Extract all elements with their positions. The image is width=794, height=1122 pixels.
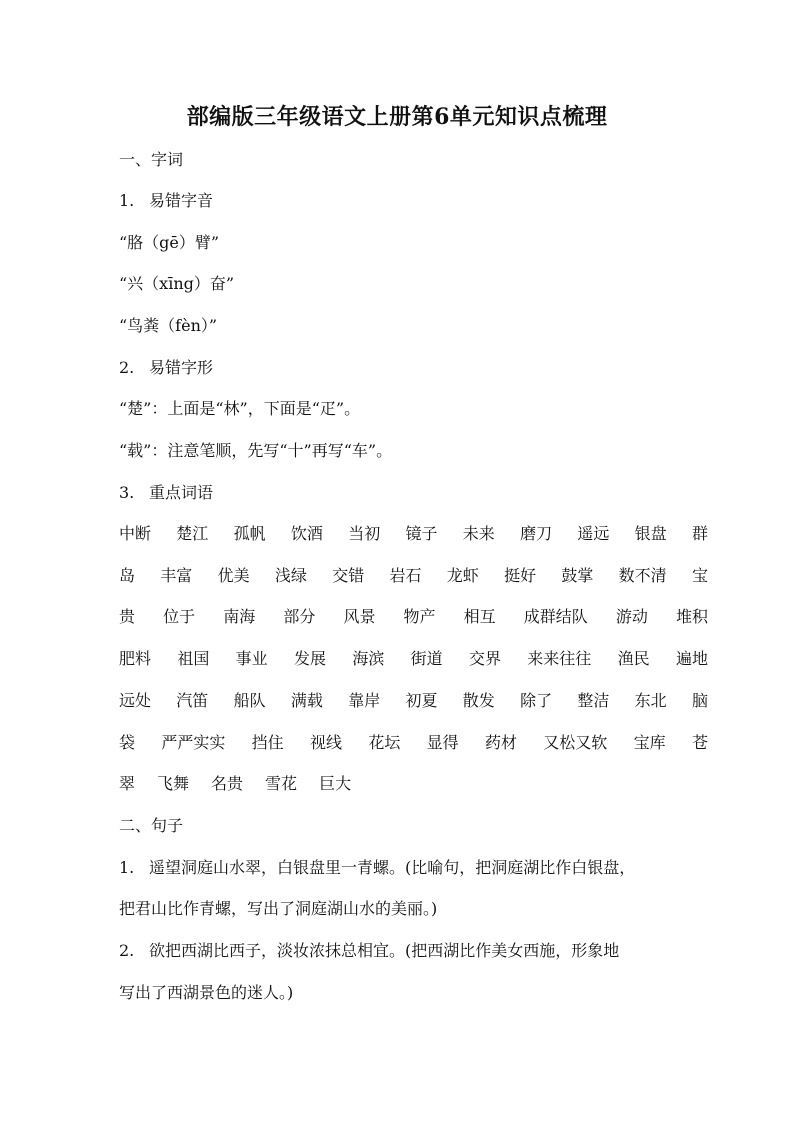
vocabulary-word: 银盘 — [634, 524, 667, 543]
vocabulary-word: 镜子 — [405, 524, 438, 543]
glyph-item: “楚”：上面是“林”，下面是“疋”。 — [119, 399, 361, 418]
vocabulary-word: 挡住 — [251, 732, 284, 752]
vocabulary-word: 中断 — [119, 524, 152, 543]
document-title: 部编版三年级语文上册第6单元知识点梳理 — [186, 104, 608, 130]
vocabulary-word: 初夏 — [405, 690, 438, 710]
subsection-number: 1. — [119, 191, 135, 210]
vocabulary-word: 满载 — [290, 690, 323, 710]
vocabulary-row — [119, 690, 708, 712]
vocabulary-word: 堆积 — [675, 607, 708, 627]
vocabulary-word: 浅绿 — [274, 565, 307, 585]
vocabulary-word: 靠岸 — [348, 690, 381, 710]
vocabulary-word: 数不清 — [618, 565, 667, 585]
vocabulary-row — [119, 606, 708, 628]
vocabulary-word: 部分 — [283, 607, 316, 627]
vocabulary-word: 肥料 — [119, 649, 152, 669]
vocabulary-word: 鼓掌 — [561, 565, 594, 585]
vocabulary-word: 袋 — [119, 732, 136, 752]
vocabulary-word: 贵 — [119, 607, 136, 627]
vocabulary-word: 遍地 — [675, 649, 708, 669]
vocabulary-word: 祖国 — [177, 649, 210, 669]
vocabulary-word: 遥远 — [577, 524, 610, 543]
vocabulary-word: 脑 — [691, 690, 708, 710]
vocabulary-word: 当初 — [348, 524, 381, 543]
vocabulary-word: 显得 — [426, 732, 459, 752]
pronunciation-item: “兴（xīng）奋” — [119, 274, 235, 293]
vocabulary-word: 苍 — [691, 732, 708, 752]
subsection-label: 易错字形 — [149, 358, 214, 377]
vocabulary-word: 飞舞 — [157, 774, 190, 794]
vocabulary-word: 楚江 — [176, 524, 209, 543]
vocabulary-word: 街道 — [410, 649, 443, 669]
vocabulary-word: 磨刀 — [520, 524, 553, 543]
vocabulary-word: 物产 — [403, 607, 436, 627]
vocabulary-word: 严严实实 — [161, 732, 226, 752]
vocabulary-word: 远处 — [119, 690, 152, 710]
section-heading-sentences: 二、句子 — [119, 816, 184, 835]
vocabulary-word: 岛 — [119, 565, 136, 585]
vocabulary-word: 事业 — [235, 649, 268, 669]
vocabulary-word: 发展 — [293, 649, 326, 669]
sentence-continuation: 把君山比作青螺，写出了洞庭湖山水的美丽。) — [119, 899, 438, 918]
vocabulary-word: 东北 — [634, 690, 667, 710]
vocabulary-word: 优美 — [217, 565, 250, 585]
sentence-number: 2. — [119, 941, 135, 960]
vocabulary-word: 宝库 — [633, 732, 666, 752]
subsection-glyph — [119, 357, 719, 379]
subsection-number: 3. — [119, 483, 135, 502]
sentence-text: 欲把西湖比西子，淡妆浓抹总相宜。(把西湖比作美女西施，形象地 — [149, 941, 620, 960]
vocabulary-word: 孤帆 — [233, 524, 266, 543]
vocabulary-word: 宝 — [691, 565, 708, 585]
vocabulary-word: 散发 — [462, 690, 495, 710]
vocabulary-word: 名贵 — [211, 774, 244, 794]
sentence-item — [119, 940, 719, 962]
vocabulary-row — [119, 565, 708, 587]
vocabulary-word: 巨大 — [319, 774, 352, 794]
vocabulary-word: 风景 — [343, 607, 376, 627]
vocabulary-word: 交界 — [468, 649, 501, 669]
section-heading-words: 一、字词 — [119, 150, 184, 169]
vocabulary-word: 游动 — [615, 607, 648, 627]
sentence-text: 遥望洞庭山水翠，白银盘里一青螺。(比喻句，把洞庭湖比作白银盘， — [149, 858, 636, 877]
pronunciation-item: “胳（gē）臂” — [119, 233, 220, 252]
vocabulary-word: 除了 — [520, 690, 553, 710]
sentence-continuation: 写出了西湖景色的迷人。) — [119, 983, 294, 1002]
vocabulary-word: 药材 — [484, 732, 517, 752]
subsection-vocabulary — [119, 482, 719, 504]
vocabulary-word: 南海 — [223, 607, 256, 627]
vocabulary-row — [119, 648, 708, 670]
vocabulary-row — [119, 523, 708, 545]
vocabulary-word: 整洁 — [577, 690, 610, 710]
glyph-item: “载”：注意笔顺，先写“十”再写“车”。 — [119, 441, 393, 460]
vocabulary-word: 群 — [691, 524, 708, 543]
subsection-number: 2. — [119, 358, 135, 377]
vocabulary-word: 龙虾 — [446, 565, 479, 585]
subsection-label: 重点词语 — [149, 483, 214, 502]
vocabulary-word: 雪花 — [265, 774, 298, 794]
vocabulary-word: 成群结队 — [523, 607, 588, 627]
vocabulary-word: 花坛 — [368, 732, 401, 752]
vocabulary-word: 丰富 — [160, 565, 193, 585]
vocabulary-word: 位于 — [163, 607, 196, 627]
vocabulary-row — [119, 732, 708, 754]
vocabulary-word: 又松又软 — [543, 732, 608, 752]
vocabulary-word: 岩石 — [389, 565, 422, 585]
vocabulary-word: 船队 — [233, 690, 266, 710]
vocabulary-word: 相互 — [463, 607, 496, 627]
vocabulary-word: 汽笛 — [176, 690, 209, 710]
vocabulary-word: 渔民 — [617, 649, 650, 669]
vocabulary-word: 翠 — [119, 774, 136, 794]
vocabulary-word: 饮酒 — [290, 524, 323, 543]
vocabulary-word: 交错 — [332, 565, 365, 585]
pronunciation-item: “鸟粪（fèn）” — [119, 316, 218, 335]
vocabulary-row — [119, 773, 708, 795]
vocabulary-word: 海滨 — [352, 649, 385, 669]
sentence-number: 1. — [119, 858, 135, 877]
sentence-item — [119, 857, 719, 879]
vocabulary-word: 未来 — [462, 524, 495, 543]
subsection-label: 易错字音 — [149, 191, 214, 210]
subsection-pronunciation — [119, 190, 719, 212]
vocabulary-word: 挺好 — [504, 565, 537, 585]
vocabulary-word: 来来往往 — [527, 649, 592, 669]
vocabulary-word: 视线 — [309, 732, 342, 752]
